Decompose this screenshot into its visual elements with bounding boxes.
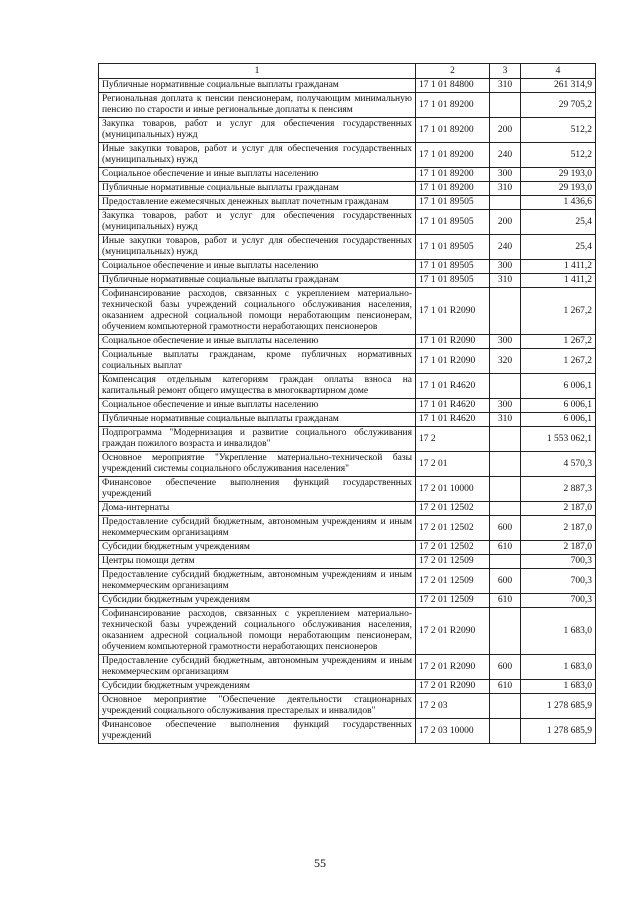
row-type-cell: 200 xyxy=(490,118,521,143)
row-code-cell: 17 1 01 R4620 xyxy=(416,413,490,427)
row-type-cell xyxy=(490,452,521,477)
row-code-cell: 17 2 01 12502 xyxy=(416,502,490,516)
row-type-cell: 610 xyxy=(490,680,521,694)
row-amount-cell: 2 187,0 xyxy=(521,502,596,516)
row-amount-cell: 2 887,3 xyxy=(521,477,596,502)
row-amount-cell: 2 187,0 xyxy=(521,541,596,555)
row-type-cell xyxy=(490,719,521,744)
header-col-2: 2 xyxy=(416,64,490,79)
row-amount-cell: 512,2 xyxy=(521,118,596,143)
row-code-cell: 17 2 03 10000 xyxy=(416,719,490,744)
row-code-cell: 17 2 01 12502 xyxy=(416,541,490,555)
row-code-cell: 17 1 01 89505 xyxy=(416,196,490,210)
row-name-cell: Предоставление субсидий бюджетным, автономным учреждениям и иным некоммерческим организациям xyxy=(99,569,416,594)
row-amount-cell: 29 193,0 xyxy=(521,168,596,182)
table-row xyxy=(99,288,596,335)
table-row xyxy=(99,118,596,143)
row-amount-cell: 29 193,0 xyxy=(521,182,596,196)
row-code-cell: 17 1 01 89505 xyxy=(416,235,490,260)
row-code-cell: 17 1 01 89200 xyxy=(416,182,490,196)
table-row xyxy=(99,79,596,93)
row-name-cell: Субсидии бюджетным учреждениям xyxy=(99,680,416,694)
row-amount-cell: 1 267,2 xyxy=(521,349,596,374)
row-type-cell: 610 xyxy=(490,541,521,555)
row-code-cell: 17 2 01 12509 xyxy=(416,555,490,569)
row-name-cell: Предоставление субсидий бюджетным, автономным учреждениям и иным некоммерческим организациям xyxy=(99,516,416,541)
table-row xyxy=(99,413,596,427)
table-row xyxy=(99,260,596,274)
row-code-cell: 17 2 xyxy=(416,427,490,452)
row-type-cell xyxy=(490,427,521,452)
row-code-cell: 17 1 01 R2090 xyxy=(416,349,490,374)
row-amount-cell: 25,4 xyxy=(521,235,596,260)
row-code-cell: 17 2 01 xyxy=(416,452,490,477)
row-amount-cell: 261 314,9 xyxy=(521,79,596,93)
row-amount-cell: 4 570,3 xyxy=(521,452,596,477)
row-type-cell xyxy=(490,502,521,516)
row-name-cell: Иные закупки товаров, работ и услуг для обеспечения государственных (муниципальных) нужд xyxy=(99,143,416,168)
row-amount-cell: 512,2 xyxy=(521,143,596,168)
row-type-cell: 310 xyxy=(490,79,521,93)
table-row xyxy=(99,274,596,288)
table-header-row xyxy=(99,64,596,79)
table-row xyxy=(99,569,596,594)
row-name-cell: Социальное обеспечение и иные выплаты населению xyxy=(99,260,416,274)
row-type-cell: 300 xyxy=(490,335,521,349)
row-name-cell: Предоставление субсидий бюджетным, автономным учреждениям и иным некоммерческим организациям xyxy=(99,655,416,680)
row-name-cell: Подпрограмма "Модернизация и развитие социального обслуживания граждан пожилого возраста и инвалидов" xyxy=(99,427,416,452)
row-name-cell: Иные закупки товаров, работ и услуг для обеспечения государственных (муниципальных) нужд xyxy=(99,235,416,260)
table-row xyxy=(99,196,596,210)
table-row xyxy=(99,427,596,452)
row-amount-cell: 700,3 xyxy=(521,594,596,608)
row-type-cell xyxy=(490,477,521,502)
row-code-cell: 17 2 01 R2090 xyxy=(416,680,490,694)
row-code-cell: 17 2 01 R2090 xyxy=(416,655,490,680)
row-type-cell: 310 xyxy=(490,274,521,288)
row-amount-cell: 1 267,2 xyxy=(521,335,596,349)
row-name-cell: Закупка товаров, работ и услуг для обеспечения государственных (муниципальных) нужд xyxy=(99,210,416,235)
row-amount-cell: 1 683,0 xyxy=(521,680,596,694)
row-code-cell: 17 1 01 R2090 xyxy=(416,335,490,349)
table-row xyxy=(99,93,596,118)
row-type-cell: 300 xyxy=(490,168,521,182)
row-name-cell: Публичные нормативные социальные выплаты гражданам xyxy=(99,79,416,93)
table-row xyxy=(99,210,596,235)
row-amount-cell: 1 278 685,9 xyxy=(521,719,596,744)
table-row xyxy=(99,555,596,569)
table-row xyxy=(99,143,596,168)
row-type-cell: 600 xyxy=(490,655,521,680)
row-amount-cell: 2 187,0 xyxy=(521,516,596,541)
row-code-cell: 17 1 01 89505 xyxy=(416,260,490,274)
row-code-cell: 17 1 01 89505 xyxy=(416,274,490,288)
row-name-cell: Публичные нормативные социальные выплаты гражданам xyxy=(99,182,416,196)
row-amount-cell: 1 411,2 xyxy=(521,260,596,274)
row-code-cell: 17 2 01 R2090 xyxy=(416,608,490,655)
row-name-cell: Публичные нормативные социальные выплаты гражданам xyxy=(99,274,416,288)
row-name-cell: Основное мероприятие "Обеспечение деятельности стационарных учреждений социального обслуживания престарелых и инвалидов" xyxy=(99,694,416,719)
table-row xyxy=(99,235,596,260)
row-name-cell: Субсидии бюджетным учреждениям xyxy=(99,594,416,608)
row-amount-cell: 1 436,6 xyxy=(521,196,596,210)
row-name-cell: Социальные выплаты гражданам, кроме публичных нормативных социальных выплат xyxy=(99,349,416,374)
row-amount-cell: 1 411,2 xyxy=(521,274,596,288)
table-body xyxy=(99,79,596,744)
row-type-cell xyxy=(490,196,521,210)
row-amount-cell: 1 267,2 xyxy=(521,288,596,335)
row-code-cell: 17 2 01 12509 xyxy=(416,569,490,594)
row-code-cell: 17 1 01 89505 xyxy=(416,210,490,235)
row-type-cell: 600 xyxy=(490,516,521,541)
row-code-cell: 17 1 01 R4620 xyxy=(416,399,490,413)
row-code-cell: 17 2 01 12502 xyxy=(416,516,490,541)
table-row xyxy=(99,182,596,196)
row-type-cell: 240 xyxy=(490,143,521,168)
header-col-3: 3 xyxy=(490,64,521,79)
table-row xyxy=(99,349,596,374)
table-row xyxy=(99,502,596,516)
table-row xyxy=(99,168,596,182)
table-row xyxy=(99,374,596,399)
row-type-cell: 600 xyxy=(490,569,521,594)
row-type-cell: 310 xyxy=(490,182,521,196)
table-row xyxy=(99,399,596,413)
row-name-cell: Финансовое обеспечение выполнения функций государственных учреждений xyxy=(99,477,416,502)
row-name-cell: Центры помощи детям xyxy=(99,555,416,569)
row-name-cell: Софинансирование расходов, связанных с укреплением материально-технической базы учреждений социального обслуживания населения, оказанием адресной социальной помощи неработающим пенсионерам, обучением компьютерной грамотности неработающих пенсионеров xyxy=(99,608,416,655)
row-amount-cell: 29 705,2 xyxy=(521,93,596,118)
row-type-cell: 300 xyxy=(490,399,521,413)
row-name-cell: Социальное обеспечение и иные выплаты населению xyxy=(99,399,416,413)
row-type-cell: 610 xyxy=(490,594,521,608)
table-row xyxy=(99,608,596,655)
table-row xyxy=(99,719,596,744)
row-name-cell: Социальное обеспечение и иные выплаты населению xyxy=(99,168,416,182)
row-name-cell: Компенсация отдельным категориям граждан оплаты взноса на капитальный ремонт общего имущества в многоквартирном доме xyxy=(99,374,416,399)
table-row xyxy=(99,452,596,477)
row-name-cell: Региональная доплата к пенсии пенсионерам, получающим минимальную пенсию по старости и иные региональные доплаты к пенсиям xyxy=(99,93,416,118)
row-type-cell xyxy=(490,555,521,569)
row-type-cell: 200 xyxy=(490,210,521,235)
row-code-cell: 17 1 01 R4620 xyxy=(416,374,490,399)
row-code-cell: 17 1 01 89200 xyxy=(416,93,490,118)
header-col-4: 4 xyxy=(521,64,596,79)
header-col-1: 1 xyxy=(99,64,416,79)
row-amount-cell: 1 683,0 xyxy=(521,608,596,655)
row-amount-cell: 1 278 685,9 xyxy=(521,694,596,719)
row-type-cell: 310 xyxy=(490,413,521,427)
table-row xyxy=(99,541,596,555)
row-code-cell: 17 1 01 89200 xyxy=(416,143,490,168)
row-amount-cell: 25,4 xyxy=(521,210,596,235)
row-code-cell: 17 2 03 xyxy=(416,694,490,719)
row-amount-cell: 700,3 xyxy=(521,569,596,594)
table-row xyxy=(99,516,596,541)
row-name-cell: Финансовое обеспечение выполнения функций государственных учреждений xyxy=(99,719,416,744)
table-row xyxy=(99,655,596,680)
row-type-cell xyxy=(490,694,521,719)
row-name-cell: Софинансирование расходов, связанных с укреплением материально-технической базы учреждений социального обслуживания населения, оказанием адресной социальной помощи неработающим пенсионерам, обучением компьютерной грамотности неработающих пенсионеров xyxy=(99,288,416,335)
row-name-cell: Закупка товаров, работ и услуг для обеспечения государственных (муниципальных) нужд xyxy=(99,118,416,143)
row-name-cell: Предоставление ежемесячных денежных выплат почетным гражданам xyxy=(99,196,416,210)
table-row xyxy=(99,594,596,608)
table-row xyxy=(99,477,596,502)
row-amount-cell: 6 006,1 xyxy=(521,413,596,427)
row-type-cell xyxy=(490,288,521,335)
row-code-cell: 17 1 01 84800 xyxy=(416,79,490,93)
page-number: 55 xyxy=(314,856,326,870)
row-amount-cell: 700,3 xyxy=(521,555,596,569)
table-row xyxy=(99,680,596,694)
row-name-cell: Основное мероприятие "Укрепление материально-технической базы учреждений системы социального обслуживания населения" xyxy=(99,452,416,477)
row-amount-cell: 6 006,1 xyxy=(521,374,596,399)
row-name-cell: Субсидии бюджетным учреждениям xyxy=(99,541,416,555)
row-code-cell: 17 1 01 89200 xyxy=(416,168,490,182)
row-type-cell: 300 xyxy=(490,260,521,274)
table-row xyxy=(99,335,596,349)
row-code-cell: 17 1 01 89200 xyxy=(416,118,490,143)
row-name-cell: Социальное обеспечение и иные выплаты населению xyxy=(99,335,416,349)
row-name-cell: Дома-интернаты xyxy=(99,502,416,516)
row-code-cell: 17 2 01 10000 xyxy=(416,477,490,502)
row-amount-cell: 1 683,0 xyxy=(521,655,596,680)
row-type-cell xyxy=(490,93,521,118)
row-type-cell: 320 xyxy=(490,349,521,374)
row-code-cell: 17 1 01 R2090 xyxy=(416,288,490,335)
row-type-cell: 240 xyxy=(490,235,521,260)
row-amount-cell: 6 006,1 xyxy=(521,399,596,413)
row-name-cell: Публичные нормативные социальные выплаты гражданам xyxy=(99,413,416,427)
row-code-cell: 17 2 01 12509 xyxy=(416,594,490,608)
row-type-cell xyxy=(490,608,521,655)
table-row xyxy=(99,694,596,719)
budget-table xyxy=(98,63,596,744)
row-type-cell xyxy=(490,374,521,399)
row-amount-cell: 1 553 062,1 xyxy=(521,427,596,452)
